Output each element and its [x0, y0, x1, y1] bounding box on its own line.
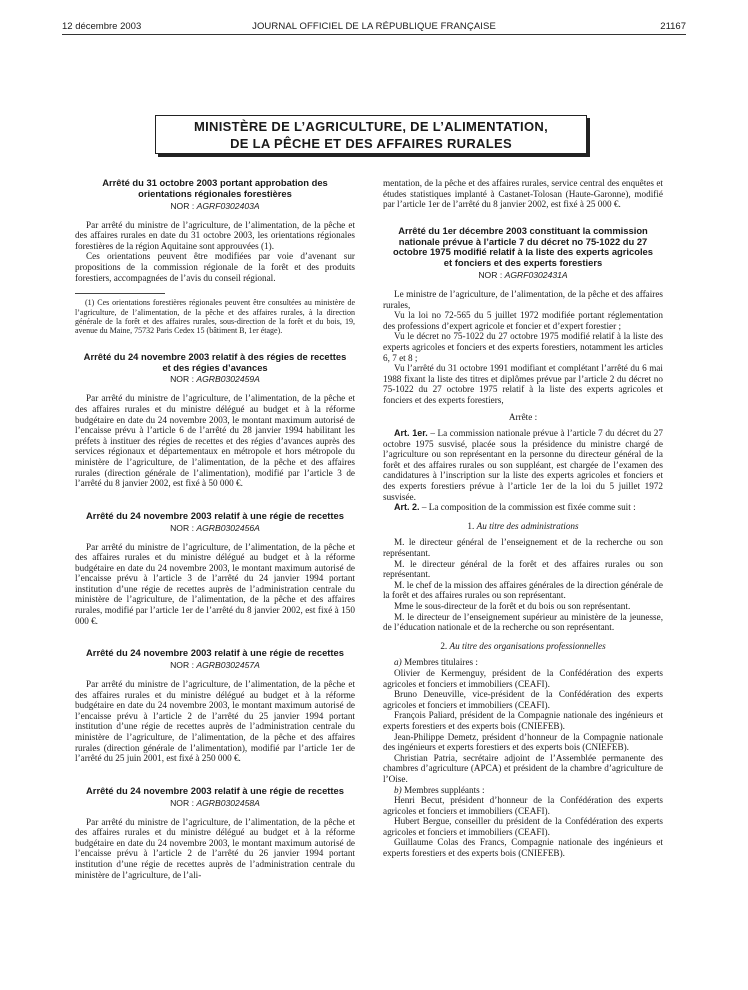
nor-reference: [75, 660, 355, 671]
article-title: Arrêté du 24 novembre 2003 relatif à une régie de recettes: [86, 647, 344, 659]
paragraph: Vu l’arrêté du 31 octobre 1991 modifiant et complétant l’arrêté du 6 mai 1988 fixant la liste des titres et diplômes prévue par l’article 2 du décret no 75-1022 du 27 octobre 1975 relatif à la liste des experts agricoles et fonciers et des experts forestiers,: [383, 363, 663, 405]
article-title: Arrêté du 24 novembre 2003 relatif à une régie de recettes: [86, 784, 344, 796]
nor-code: AGRB0302458A: [196, 797, 260, 808]
nor-code: AGRB0302459A: [196, 374, 260, 385]
paragraph: [383, 428, 663, 502]
article-text: – La composition de la commission est fixée comme suit :: [419, 502, 636, 513]
ministry-line-2: DE LA PÊCHE ET DES AFFAIRES RURALES: [230, 136, 512, 151]
paragraph: Par arrêté du ministre de l’agriculture, de l’alimentation, de la pêche et des affaires rurales et du ministre délégué au budget et à la réforme budgétaire en date du 24 novembre 2003, le montant maximum autorisé de l’encaisse prévu à l’article 2 de l’arrêté du 26 janvier 1994 portant institution d’une régie de recettes auprès de l’administration centrale du ministère de l’agriculture, de l’ali-: [75, 816, 355, 880]
list-marker: a): [394, 657, 404, 668]
nor-code: AGRF0302431A: [504, 269, 568, 280]
paragraph: Par arrêté du ministre de l’agriculture, de l’alimentation, de la pêche et des affaires rurales et du ministre délégué au budget et à la réforme budgétaire en date du 24 novembre 2003, le montant maximum autorisé de l’encaisse prévu à l’article 6 de l’arrêté du 28 janvier 1994 habilitant les préfets à instituer des régies de recettes et des régies d’avances auprès des services régionaux et départementaux en métropole et hors métropole du ministère de l’agriculture, de l’alimentation, de la pêche et des affaires rurales (direction générale de l’alimentation), modifié par l’article 3 de l’arrêté du 8 janvier 2002, est fixé à 50 000 €.: [75, 393, 355, 489]
nor-code: AGRB0302456A: [196, 522, 260, 533]
member-entry: Christian Patria, secrétaire adjoint de l’Assemblée permanente des chambres d’agriculture (APCA) et président de la chambre d’agriculture de l’Oise.: [383, 752, 663, 784]
paragraph: Vu la loi no 72-565 du 5 juillet 1972 modifiée portant réglementation des professions d’expert agricole et foncier et d’expert forestier ;: [383, 310, 663, 331]
member-entry: Mme le sous-directeur de la forêt et du bois ou son représentant.: [394, 601, 631, 611]
paragraph: Par arrêté du ministre de l’agriculture, de l’alimentation, de la pêche et des affaires rurales et du ministre délégué au budget et à la réforme budgétaire en date du 24 novembre 2003, le montant maximum autorisé de l’encaisse prévu à l’article 2 de l’arrêté du 25 janvier 1994 portant institution d’une régie de recettes auprès de l’administration centrale du ministère de l’agriculture, de l’alimentation, de la pêche et des affaires rurales (direction générale de l’alimentation), modifié par l’article 1er de l’arrêté du 25 juin 2001, est fixé à 250 000 €.: [75, 679, 355, 764]
member-entry: Guillaume Colas des Francs, Compagnie nationale des ingénieurs et experts forestiers et des experts bois (CNIEFEB).: [383, 837, 663, 859]
right-column: [383, 178, 663, 859]
paragraph-continued: mentation, de la pêche et des affaires rurales, service central des enquêtes et études statistiques implanté à Castanet-Tolosan (Haute-Garonne), modifié par l’article 1er de l’arrêté du 8 janvier 2002, est fixé à 25 000 €.: [383, 178, 663, 210]
footnote-rule: [75, 293, 165, 294]
ministry-heading: [155, 115, 587, 154]
nor-label: NOR :: [170, 200, 197, 211]
paragraph: [383, 502, 663, 513]
section-heading: [383, 521, 663, 532]
nor-code: AGRF0302403A: [196, 200, 260, 211]
nor-label: NOR :: [170, 374, 197, 385]
article-title: Arrêté du 1er décembre 2003 constituant la commission nationale prévue à l’article 7 du décret no 75-1022 du 27 octobre 1975 modifié relatif à la liste des experts agricoles et fonciers et des experts forestiers: [392, 224, 653, 269]
nor-reference: [75, 798, 355, 809]
list-label: a) Membres titulaires :: [394, 657, 478, 668]
ministry-line-1: MINISTÈRE DE L’AGRICULTURE, DE L’ALIMENTATION,: [194, 119, 548, 134]
nor-label: NOR :: [170, 660, 197, 671]
article-number: Art. 2.: [394, 502, 420, 513]
paragraph: Ces orientations peuvent être modifiées par voie d’avenant sur propositions de la commission régionale de la forêt et des produits forestiers, accompagnées de l’avis du conseil régional.: [75, 251, 355, 283]
nor-label: NOR :: [170, 522, 197, 533]
header-date: 12 décembre 2003: [62, 21, 142, 32]
arrete-label: Arrête :: [508, 411, 538, 422]
section-number: 2.: [440, 640, 450, 651]
list-marker: b): [394, 784, 404, 795]
paragraph: Par arrêté du ministre de l’agriculture, de l’alimentation, de la pêche et des affaires rurales en date du 31 octobre 2003, les orientations régionales forestières de la région Aquitaine sont approuvées (1).: [75, 219, 355, 251]
nor-reference: [75, 374, 355, 385]
member-entry: Bruno Deneuville, vice-président de la Confédération des experts agricoles et fonciers et immobiliers (CEAFI).: [383, 689, 663, 710]
member-entry: M. le chef de la mission des affaires générales de la direction générale de la forêt et des affaires rurales ou son représentant.: [383, 579, 663, 601]
left-column: [75, 178, 355, 880]
journal-title: JOURNAL OFFICIEL DE LA RÉPUBLIQUE FRANÇAISE: [252, 21, 496, 32]
member-entry: François Paliard, président de la Compagnie nationale des ingénieurs et experts forestiers et des experts bois (CNIEFEB).: [383, 710, 663, 731]
article-title: Arrêté du 24 novembre 2003 relatif à une régie de recettes: [86, 509, 344, 521]
member-entry: M. le directeur général de la forêt et des affaires rurales ou son représentant.: [383, 558, 663, 580]
article-number: Art. 1er.: [394, 428, 428, 439]
nor-reference: [75, 523, 355, 534]
member-entry: M. le directeur général de l’enseignement et de la recherche ou son représentant.: [383, 537, 663, 559]
article-text: – La commission nationale prévue à l’article 7 du décret du 27 octobre 1975 susvisé, placée sous la présidence du ministre chargé de l’agriculture ou son représentant en la personne du directeur général de la forêt et des affaires rurales ou son suppléant, est chargée de l’examen des candidatures à l’inscription sur la liste des experts agricoles et fonciers et des experts forestiers prévue à l’article 1er de la loi du 5 juillet 1972 susvisée.: [383, 428, 663, 502]
member-entry: Hubert Bergue, conseiller du président de la Confédération des experts agricoles et fonciers et immobiliers (CEAFI).: [383, 816, 663, 837]
paragraph: Par arrêté du ministre de l’agriculture, de l’alimentation, de la pêche et des affaires rurales et du ministre délégué au budget et à la réforme budgétaire en date du 24 novembre 2003, le montant maximum autorisé de l’encaisse prévu à l’article 3 de l’arrêté du 24 janvier 1994 portant institution d’une régie de recettes auprès de l’administration centrale du ministère de l’agriculture, de l’alimentation, de la pêche et des affaires rurales, modifié par l’article 1er de l’arrêté du 8 janvier 2002, est fixé à 150 000 €.: [75, 541, 355, 626]
list-label: b) Membres suppléants :: [394, 784, 485, 795]
nor-label: NOR :: [478, 269, 505, 280]
paragraph: Vu le décret no 75-1022 du 27 octobre 1975 modifié relatif à la liste des experts agricoles et fonciers et des experts forestiers, notamment les articles 6, 7 et 8 ;: [383, 331, 663, 363]
section-title: Au titre des administrations: [476, 520, 579, 531]
page-number: 21167: [660, 21, 686, 32]
footnote: (1) Ces orientations forestières régionales peuvent être consultées au ministère de l’agriculture, de l’alimentation, de la pêche et des affaires rurales, à la direction générale de la forêt et des affaires rurales, sous-direction de la forêt et du bois, 19, avenue du Maine, 75732 Paris Cedex 15 (bâtiment B, 1er étage).: [75, 298, 355, 336]
member-entry: Henri Becut, président d’honneur de la Confédération des experts agricoles et fonciers et immobiliers (CEAFI).: [383, 795, 663, 816]
member-entry: M. le directeur de l’enseignement supérieur au ministère de la jeunesse, de l’éducation nationale et de la recherche ou son représentant.: [383, 611, 663, 633]
nor-code: AGRB0302457A: [196, 660, 260, 671]
nor-reference: [383, 270, 663, 281]
member-entry: Olivier de Kermenguy, président de la Confédération des experts agricoles et fonciers et immobiliers (CEAFI).: [383, 667, 663, 689]
paragraph: Le ministre de l’agriculture, de l’alimentation, de la pêche et des affaires rurales,: [383, 288, 663, 310]
nor-label: NOR :: [170, 797, 197, 808]
article-title: Arrêté du 31 octobre 2003 portant approbation des orientations régionales forestières: [102, 177, 328, 199]
section-title: Au titre des organisations professionnelles: [449, 640, 606, 651]
section-number: 1.: [467, 520, 477, 531]
article-title: Arrêté du 24 novembre 2003 relatif à des régies de recettes et des régies d’avances: [83, 350, 347, 373]
section-heading: [383, 641, 663, 652]
member-entry: Jean-Philippe Demetz, président d’honneur de la Compagnie nationale des ingénieurs et experts forestiers et des experts bois (CNIEFEB).: [383, 731, 663, 753]
page-header: [62, 20, 686, 35]
nor-reference: [75, 201, 355, 212]
